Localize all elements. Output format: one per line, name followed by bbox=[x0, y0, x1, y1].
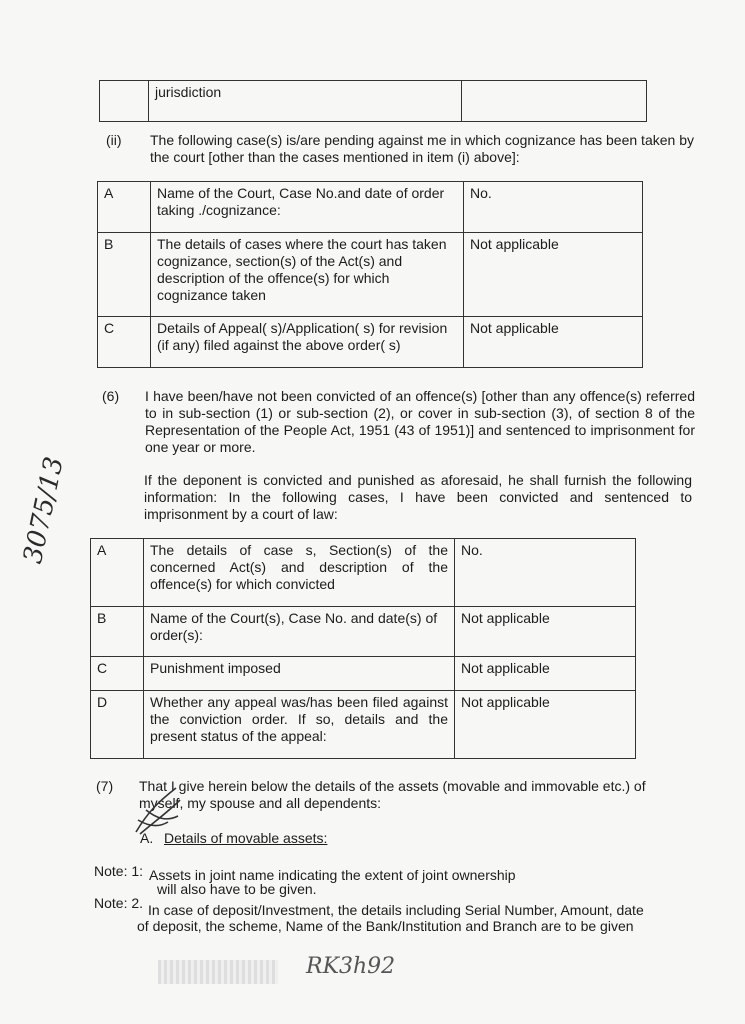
note-2-line2: of deposit, the scheme, Name of the Bank/Institution and Branch are to be given bbox=[137, 918, 634, 934]
section-ii-number: (ii) bbox=[106, 132, 122, 148]
top-table-desc-cell: jurisdiction bbox=[149, 81, 462, 122]
note-2-line1: In case of deposit/Investment, the details including Serial Number, Amount, date bbox=[148, 902, 644, 918]
section-6-number: (6) bbox=[102, 388, 120, 404]
pending-row-c-desc: Details of Appeal( s)/Application( s) for revision (if any) filed against the above order( s) bbox=[151, 317, 464, 368]
section-7-text: That I give herein below the details of the assets (movable and immovable etc.) of myself, my spouse and all dependents: bbox=[139, 778, 646, 811]
conviction-row-c-desc: Punishment imposed bbox=[144, 657, 455, 691]
conviction-row-d-value: Not applicable bbox=[455, 691, 636, 759]
conviction-row-b-value: Not applicable bbox=[455, 607, 636, 657]
note-1-prefix: Note: 1: bbox=[94, 863, 144, 879]
conviction-table bbox=[90, 538, 636, 759]
section-6-text: I have been/have not been convicted of an offence(s) [other than any offence(s) referred to in sub-section (1) or sub-section (2), or cover in sub-section (3), of section 8 of the Representation of the People Act, 1951 (43 of 1951)] and sentenced to imprisonment for one year or more. bbox=[145, 388, 695, 455]
pending-row-c-label: C bbox=[98, 317, 151, 368]
pending-row-b-label: B bbox=[98, 233, 151, 317]
section-ii-text: The following case(s) is/are pending against me in which cognizance has been taken by the court [other than the cases mentioned in item (i) above]: bbox=[150, 132, 694, 165]
top-table-label-cell bbox=[100, 81, 149, 122]
movable-assets-heading: Details of movable assets: bbox=[164, 830, 328, 846]
conviction-row-b-desc: Name of the Court(s), Case No. and date(s) of order(s): bbox=[144, 607, 455, 657]
conviction-row-c-value: Not applicable bbox=[455, 657, 636, 691]
section-7-number: (7) bbox=[96, 778, 114, 794]
pending-row-a-value: No. bbox=[464, 182, 643, 233]
pending-cases-table bbox=[97, 181, 643, 368]
note-2-prefix: Note: 2. bbox=[94, 895, 144, 911]
conviction-row-b-label: B bbox=[91, 607, 144, 657]
top-table-value-cell bbox=[462, 81, 647, 122]
conviction-row-a-value: No. bbox=[455, 539, 636, 607]
conviction-row-d-label: D bbox=[91, 691, 144, 759]
note-1-line2: will also have to be given. bbox=[157, 881, 317, 897]
conviction-row-d-desc: Whether any appeal was/has been filed against the conviction order. If so, details and the present status of the appeal: bbox=[144, 691, 455, 759]
conviction-row-a-label: A bbox=[91, 539, 144, 607]
pending-row-b-value: Not applicable bbox=[464, 233, 643, 317]
pending-row-c-value: Not applicable bbox=[464, 317, 643, 368]
movable-assets-label: A. bbox=[140, 830, 154, 846]
conviction-row-a-desc: The details of case s, Section(s) of the concerned Act(s) and description of the offence(s) for which convicted bbox=[144, 539, 455, 607]
note-1-line1: Assets in joint name indicating the extent of joint ownership bbox=[149, 867, 516, 883]
pending-row-a-desc: Name of the Court, Case No.and date of order taking ./cognizance: bbox=[151, 182, 464, 233]
margin-handwritten-note: 3075/13 bbox=[18, 454, 70, 567]
signature: RK3h92 bbox=[306, 954, 396, 979]
section-6-text2: If the deponent is convicted and punished as aforesaid, he shall furnish the following information: In the following cases, I have been convicted and sentenced to imprisonment by a court of law: bbox=[144, 472, 692, 522]
pending-row-a-label: A bbox=[98, 182, 151, 233]
pending-row-b-desc: The details of cases where the court has taken cognizance, section(s) of the Act(s) and description of the offence(s) for which cognizance taken bbox=[151, 233, 464, 317]
top-table bbox=[99, 80, 647, 122]
conviction-row-c-label: C bbox=[91, 657, 144, 691]
faded-stamp bbox=[158, 960, 278, 984]
